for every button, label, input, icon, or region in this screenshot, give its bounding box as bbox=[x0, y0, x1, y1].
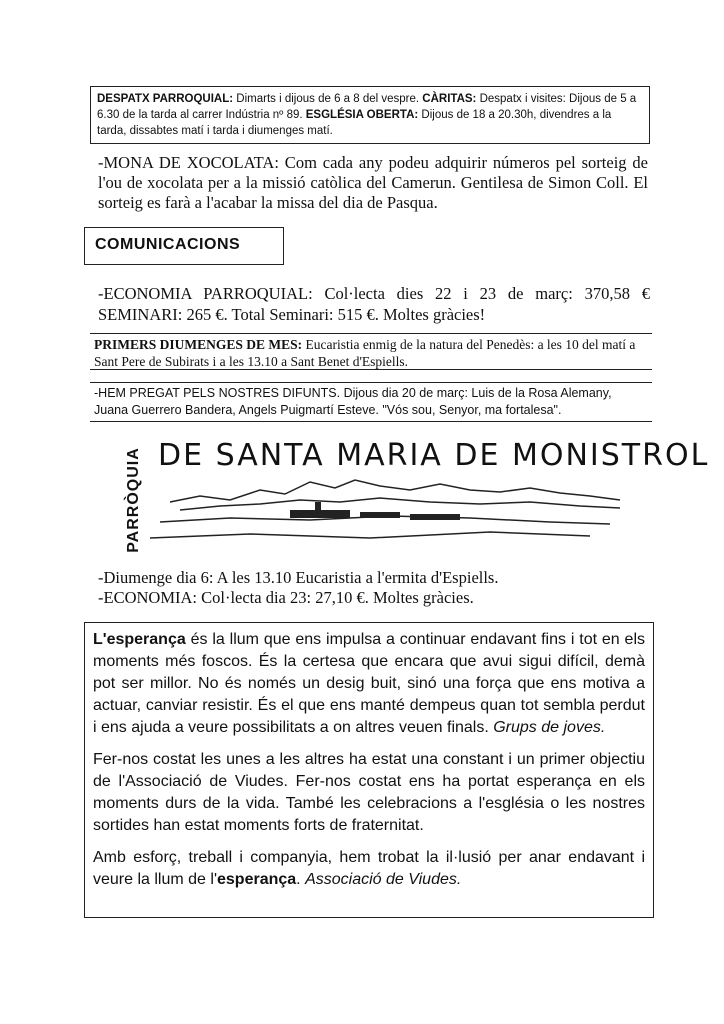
viudes-signature: Associació de Viudes. bbox=[305, 871, 462, 888]
grups-joves-signature: Grups de joves. bbox=[493, 719, 606, 736]
despatx-text: Dimarts i dijous de 6 a 8 del vespre. bbox=[233, 93, 423, 105]
despatx-label: DESPATX PARROQUIAL: bbox=[97, 93, 234, 105]
esglesia-label: ESGLÉSIA OBERTA: bbox=[305, 109, 419, 121]
village-block bbox=[360, 512, 400, 518]
village-block bbox=[410, 514, 460, 520]
difunts-box: -HEM PREGAT PELS NOSTRES DIFUNTS. Dijous dia 20 de març: Luis de la Rosa Alemany, Juana Guerrero Bandera, Angels Puigmartí Esteve. "Vós sou, Senyor, ma fortalesa". bbox=[90, 382, 652, 422]
logo-side-text bbox=[116, 440, 152, 560]
diumenge-line: -Diumenge dia 6: A les 13.10 Eucaristia a l'ermita d'Espiells. bbox=[98, 568, 499, 587]
esperanca-paragraph-2: Fer-nos costat les unes a les altres ha estat una constant i un primer objectiu de l'Associació de Viudes. Fer-nos costat ens ha portat esperança en els moments durs de la vida. També les celebracions a l'església o les nostres sortides han estat moments forts de fraternitat. bbox=[93, 751, 645, 834]
caritas-text: Despatx i visites: Dijous de 5 a 6.30 de la tarda al carrer Indústria nº 89. bbox=[97, 93, 637, 121]
comunicacions-heading: COMUNICACIONS bbox=[84, 227, 284, 265]
primers-text: Eucaristia enmig de la natura del Penedès: a les 10 del matí a Sant Pere de Subirats i a les 13.10 a Sant Benet d'Espiells. bbox=[94, 337, 636, 369]
esperanca-text-3: Amb esforç, treball i companyia, hem trobat la il·lusió per anar endavant i veure la llum de l' bbox=[93, 849, 645, 888]
economia-line: -ECONOMIA: Col·lecta dia 23: 27,10 €. Moltes gràcies. bbox=[98, 588, 474, 607]
despatx-box bbox=[90, 86, 650, 144]
esperanca-bold: L'esperança bbox=[93, 631, 186, 648]
mountain-ridge-lower bbox=[180, 498, 620, 510]
caritas-label: CÀRITAS: bbox=[422, 93, 477, 105]
logo-parroquia: PARRÒQUIA bbox=[125, 447, 142, 553]
diumenge-notes bbox=[98, 568, 658, 608]
esglesia-text: Dijous de 18 a 20.30h, divendres a la tarda, dissabtes matí i tarda i diumenges matí. bbox=[97, 109, 612, 137]
esperanca-dot: . bbox=[296, 871, 306, 888]
mona-paragraph: -MONA DE XOCOLATA: Com cada any podeu adquirir números pel sorteig de l'ou de xocolata per a la missió catòlica del Camerun. Gentilesa de Simon Coll. El sorteig es farà a l'acabar la missa del dia de Pasqua. bbox=[98, 153, 648, 212]
esperanca-bold-2: esperança bbox=[217, 871, 297, 888]
esperanca-paragraph-1 bbox=[93, 629, 645, 739]
church-block bbox=[315, 502, 321, 512]
logo-title: DE SANTA MARIA DE MONISTROL bbox=[158, 438, 710, 473]
esperanca-text-1: és la llum que ens impulsa a continuar endavant fins i tot en els moments més foscos. És la certesa que encara que avui sigui difícil, demà pot ser millor. No és només un desig buit, sinó una força que ens motiva a actuar, canviar resistir. És el que ens manté dempeus quan tot sembla perdut i ens ajuda a veure possibilitats a on altres veuen finals. bbox=[93, 631, 645, 736]
economia-paragraph: -ECONOMIA PARROQUIAL: Col·lecta dies 22 i 23 de març: 370,58 € SEMINARI: 265 €. Total Seminari: 515 €. Moltes gràcies! bbox=[98, 284, 650, 324]
primers-label: PRIMERS DIUMENGES DE MES: bbox=[94, 337, 303, 352]
ground-line bbox=[150, 532, 590, 538]
primers-diumenges-box bbox=[90, 333, 652, 370]
esperanca-paragraph-3 bbox=[93, 847, 645, 891]
esperanca-box bbox=[84, 622, 654, 918]
